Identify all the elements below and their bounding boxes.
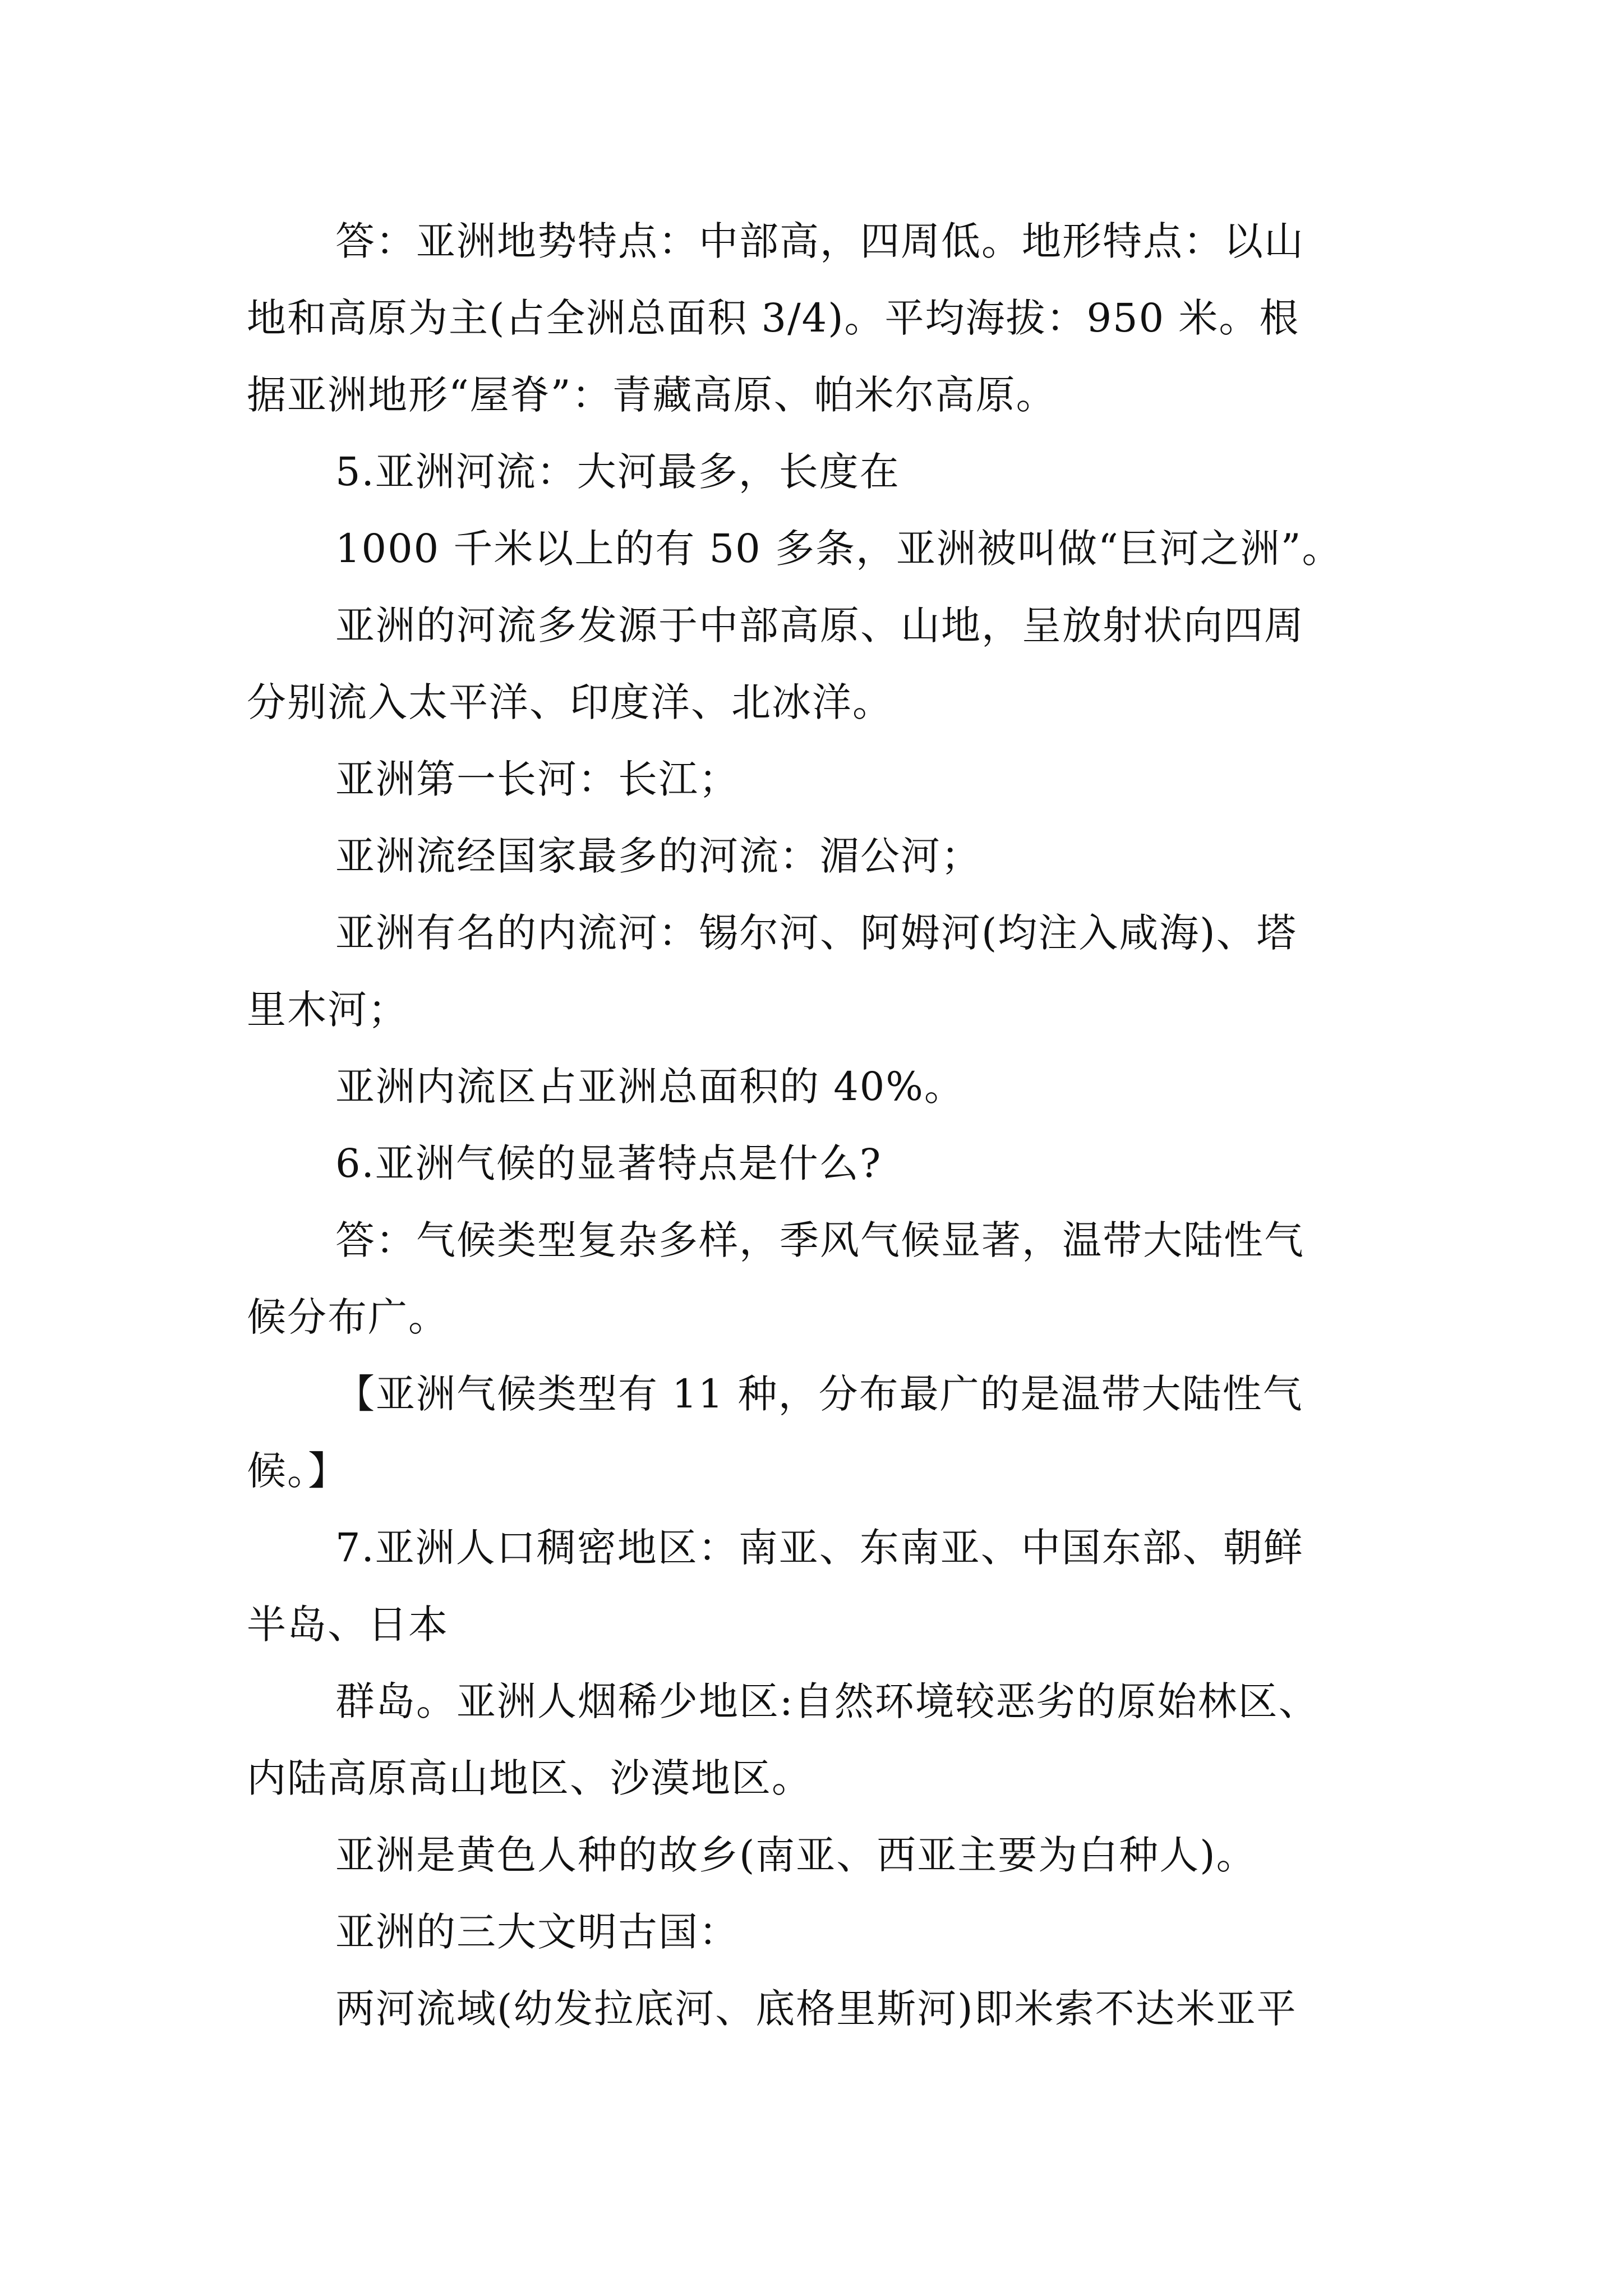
text-line: 分别流入太平洋、印度洋、北冰洋。 xyxy=(247,679,893,725)
text-line: 1000 千米以上的有 50 多条，亚洲被叫做“巨河之洲”。 xyxy=(335,526,1343,572)
text-line: 候。】 xyxy=(247,1448,348,1494)
text-line: 亚洲内流区占亚洲总面积的 40%。 xyxy=(335,1064,965,1110)
text-line: 亚洲的河流多发源于中部高原、山地，呈放射状向四周 xyxy=(335,602,1304,648)
text-line: 亚洲有名的内流河：锡尔河、阿姆河(均注入咸海)、塔 xyxy=(335,910,1297,956)
text-line: 5.亚洲河流：大河最多，长度在 xyxy=(335,449,900,495)
text-line: 7.亚洲人口稠密地区：南亚、东南亚、中国东部、朝鲜 xyxy=(335,1525,1304,1571)
text-line: 群岛。亚洲人烟稀少地区:自然环境较恶劣的原始林区、 xyxy=(335,1678,1319,1724)
text-line: 答：亚洲地势特点：中部高，四周低。地形特点：以山 xyxy=(335,218,1304,264)
text-line: 地和高原为主(占全洲总面积 3/4)。平均海拔：950 米。根 xyxy=(247,295,1300,341)
text-line: 亚洲的三大文明古国： xyxy=(335,1909,739,1955)
text-line: 亚洲第一长河：长江； xyxy=(335,756,739,802)
text-line: 亚洲是黄色人种的故乡(南亚、西亚主要为白种人)。 xyxy=(335,1832,1257,1878)
text-line: 两河流域(幼发拉底河、底格里斯河)即米索不达米亚平 xyxy=(335,1986,1297,2032)
text-line: 据亚洲地形“屋脊”：青藏高原、帕米尔高原。 xyxy=(247,372,1057,418)
text-line: 候分布广。 xyxy=(247,1294,449,1340)
text-line: 内陆高原高山地区、沙漠地区。 xyxy=(247,1755,812,1801)
text-line: 答：气候类型复杂多样，季风气候显著，温带大陆性气 xyxy=(335,1217,1304,1263)
text-line: 亚洲流经国家最多的河流：湄公河； xyxy=(335,833,981,879)
text-line: 6.亚洲气候的显著特点是什么? xyxy=(335,1140,882,1186)
text-line: 半岛、日本 xyxy=(247,1602,449,1648)
text-line: 里木河； xyxy=(247,987,408,1033)
text-line: 【亚洲气候类型有 11 种，分布最广的是温带大陆性气 xyxy=(335,1371,1303,1417)
